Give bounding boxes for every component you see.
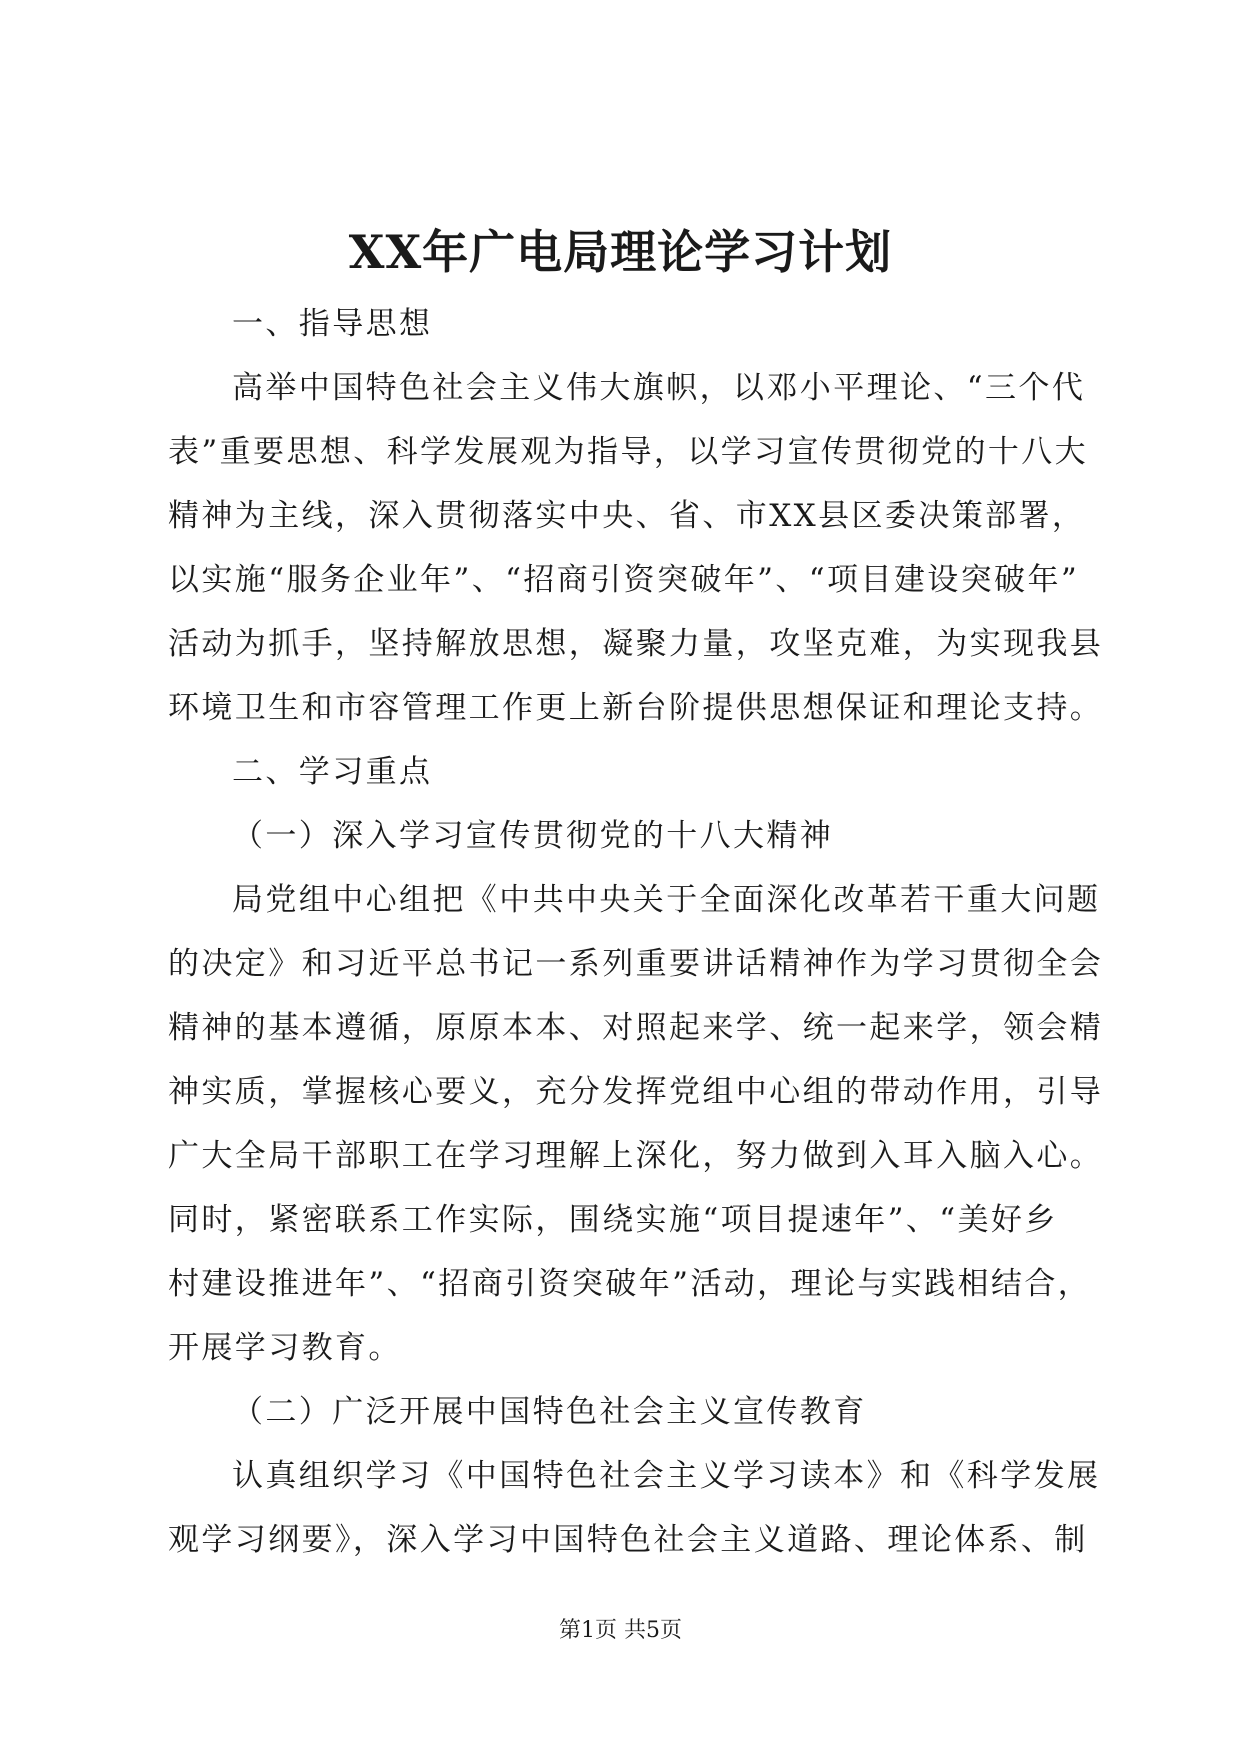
paragraph-line: 表”重要思想、科学发展观为指导，以学习宣传贯彻党的十八大 [168,434,1089,470]
paragraph-line: 同时，紧密联系工作实际，围绕实施“项目提速年”、“美好乡 [168,1202,1058,1238]
paragraph-line: 认真组织学习《中国特色社会主义学习读本》和《科学发展 [232,1458,1101,1494]
paragraph-line: 的决定》和习近平总书记一系列重要讲话精神作为学习贯彻全会 [168,946,1104,982]
document-body [168,292,1104,1572]
subsection-heading: （一）深入学习宣传贯彻党的十八大精神 [232,818,834,854]
paragraph-line: 开展学习教育。 [168,1330,402,1366]
paragraph-line: 活动为抓手，坚持解放思想，凝聚力量，攻坚克难，为实现我县 [168,626,1104,662]
paragraph-line: 神实质，掌握核心要义，充分发挥党组中心组的带动作用，引导 [168,1074,1104,1110]
paragraph-line: 高举中国特色社会主义伟大旗帜，以邓小平理论、“三个代 [232,370,1086,406]
document-title: XX年广电局理论学习计划 [348,225,893,279]
paragraph-line: 精神为主线，深入贯彻落实中央、省、市XX县区委决策部署， [168,498,1086,534]
section-heading: 一、指导思想 [232,306,433,342]
subsection-heading: （二）广泛开展中国特色社会主义宣传教育 [232,1394,867,1430]
paragraph-line: 局党组中心组把《中共中央关于全面深化改革若干重大问题 [232,882,1101,918]
section-heading: 二、学习重点 [232,754,433,790]
paragraph-line: 村建设推进年”、“招商引资突破年”活动，理论与实践相结合， [168,1266,1092,1302]
paragraph-line: 观学习纲要》，深入学习中国特色社会主义道路、理论体系、制 [168,1522,1088,1558]
paragraph-line: 环境卫生和市容管理工作更上新台阶提供思想保证和理论支持。 [168,690,1104,726]
paragraph-line: 以实施“服务企业年”、“招商引资突破年”、“项目建设突破年” [168,562,1080,598]
paragraph-line: 广大全局干部职工在学习理解上深化，努力做到入耳入脑入心。 [168,1138,1104,1174]
paragraph-line: 精神的基本遵循，原原本本、对照起来学、统一起来学，领会精 [168,1010,1104,1046]
page-footer: 第1页 共5页 [559,1618,682,1643]
